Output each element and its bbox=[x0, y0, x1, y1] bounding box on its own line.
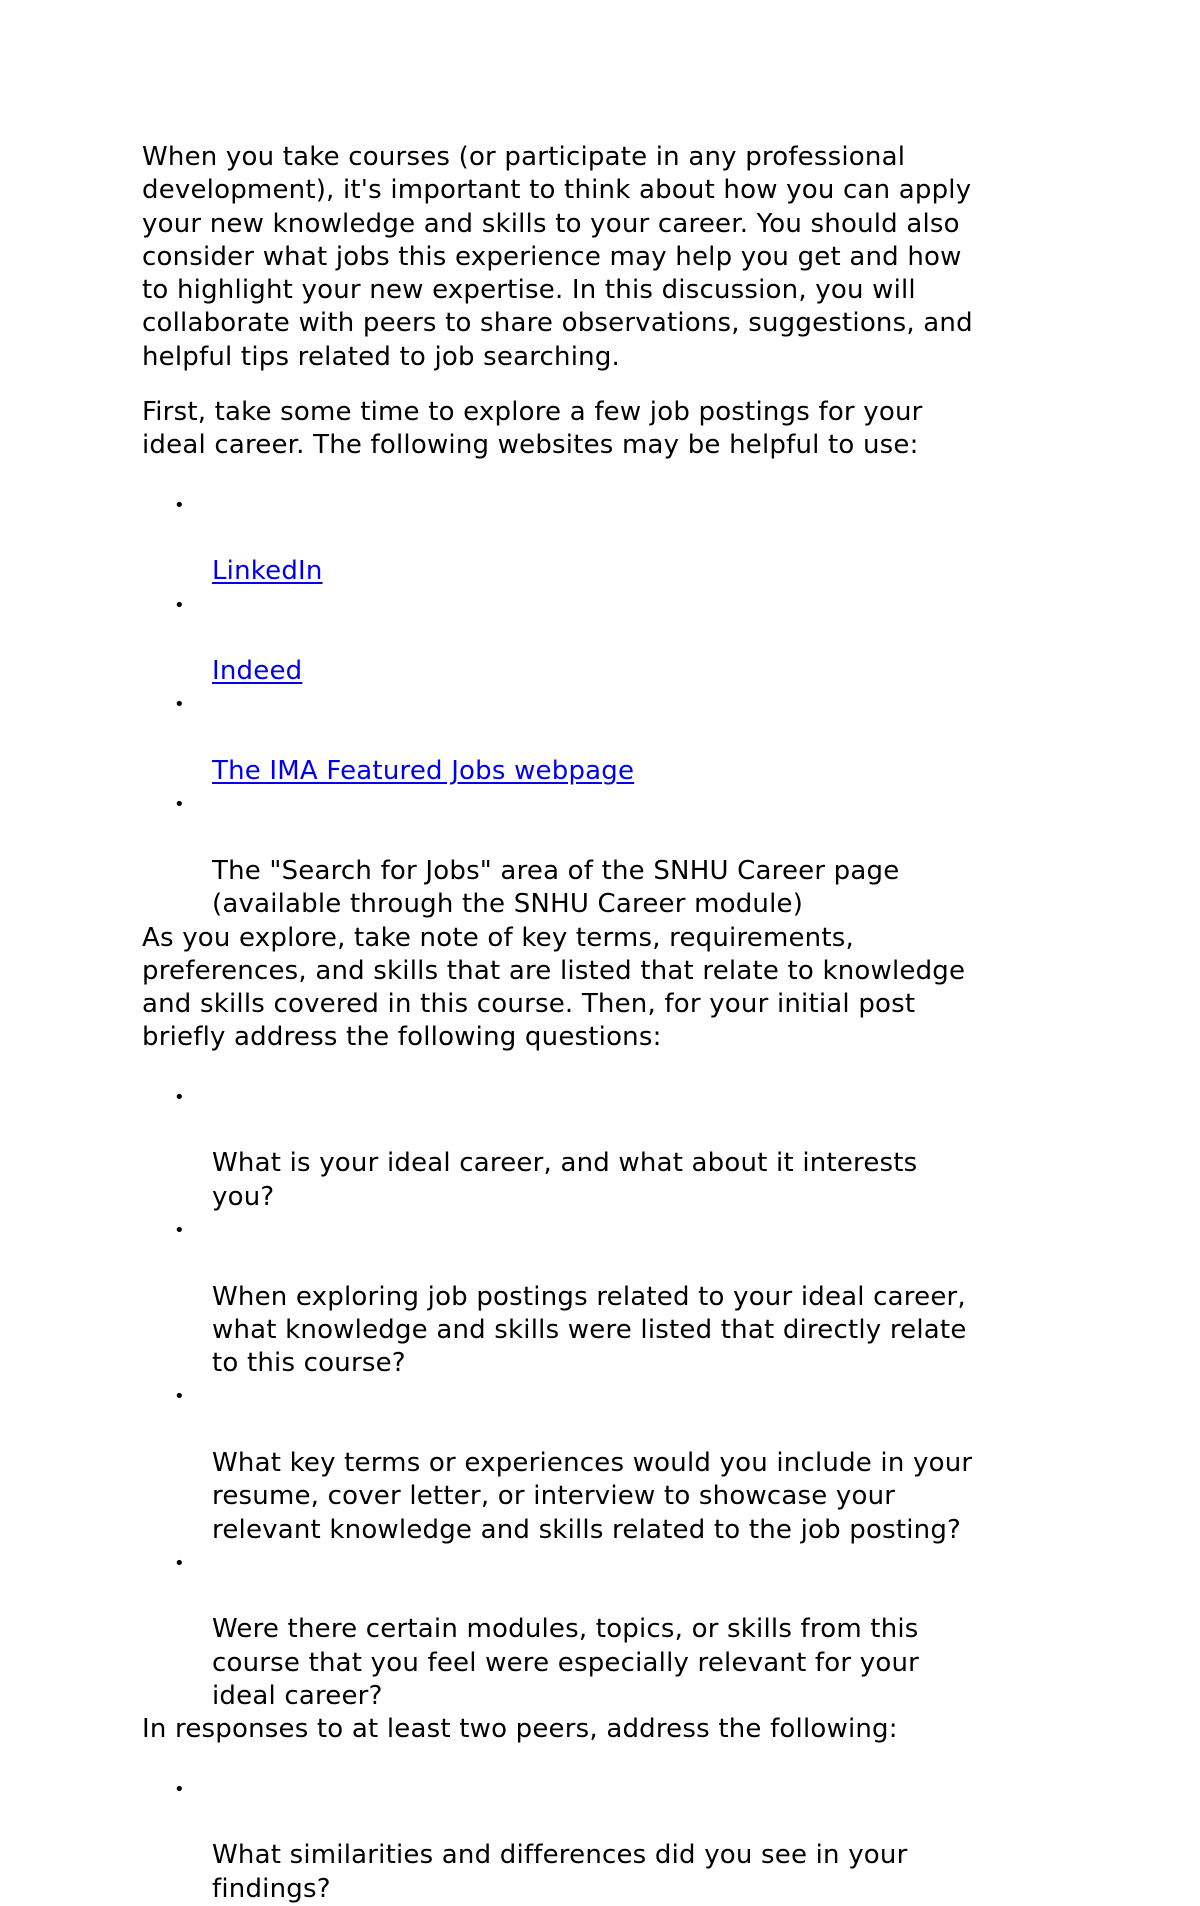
document-page bbox=[142, 141, 1072, 1906]
list-item bbox=[142, 489, 1072, 589]
linkedin-link[interactable]: LinkedIn bbox=[212, 556, 323, 587]
indeed-link[interactable]: Indeed bbox=[212, 656, 303, 687]
snhu-career-item-text: The "Search for Jobs" area of the SNHU Career page (available through the SNHU Career module) bbox=[212, 855, 900, 920]
ima-featured-jobs-link[interactable]: The IMA Featured Jobs webpage bbox=[212, 756, 635, 787]
bullet-icon: • bbox=[174, 1219, 185, 1241]
list-item bbox=[142, 688, 1072, 788]
questions-list bbox=[142, 1081, 1072, 1714]
bullet-icon: • bbox=[174, 694, 185, 716]
response-questions-list bbox=[142, 1773, 1072, 1906]
question-text: What key terms or experiences would you include in your resume, cover letter, or interview to showcase your relevant knowledge and skills related to the job posting? bbox=[212, 1447, 973, 1545]
bullet-icon: • bbox=[174, 494, 185, 516]
question-text: Were there certain modules, topics, or skills from this course that you feel were especially relevant for your ideal career? bbox=[212, 1614, 920, 1712]
bullet-icon: • bbox=[174, 794, 185, 816]
explore-note-paragraph: As you explore, take note of key terms, requirements, preferences, and skills that are listed that relate to knowledge and skills covered in this course. Then, for your initial post briefly address the following questions: bbox=[142, 922, 966, 1053]
list-item bbox=[142, 1214, 1072, 1380]
list-item bbox=[142, 1081, 1072, 1214]
bullet-icon: • bbox=[174, 1778, 185, 1800]
websites-list bbox=[142, 489, 1072, 922]
question-text: What is your ideal career, and what about it interests you? bbox=[212, 1148, 918, 1212]
list-item bbox=[142, 1547, 1072, 1713]
list-item bbox=[142, 1773, 1072, 1906]
question-text: When exploring job postings related to your ideal career, what knowledge and skills were listed that directly relate to this course? bbox=[212, 1281, 967, 1379]
list-item bbox=[142, 589, 1072, 689]
list-item bbox=[142, 1380, 1072, 1546]
intro-paragraph: When you take courses (or participate in any professional development), it's important to think about how you can apply your new knowledge and skills to your career. You should also consider what jobs this experience may help you get and how to highlight your new expertise. In this discussion, you will collaborate with peers to share observations, suggestions, and helpful tips related to job searching. bbox=[142, 142, 973, 372]
bullet-icon: • bbox=[174, 1552, 185, 1574]
list-item bbox=[142, 788, 1072, 921]
bullet-icon: • bbox=[174, 1086, 185, 1108]
bullet-icon: • bbox=[174, 1386, 185, 1408]
explore-intro-paragraph: First, take some time to explore a few job postings for your ideal career. The following websites may be helpful to use: bbox=[142, 397, 923, 461]
responses-intro-paragraph: In responses to at least two peers, address the following: bbox=[142, 1714, 898, 1745]
response-question-text: What similarities and differences did you see in your findings? bbox=[212, 1840, 908, 1904]
bullet-icon: • bbox=[174, 594, 185, 616]
